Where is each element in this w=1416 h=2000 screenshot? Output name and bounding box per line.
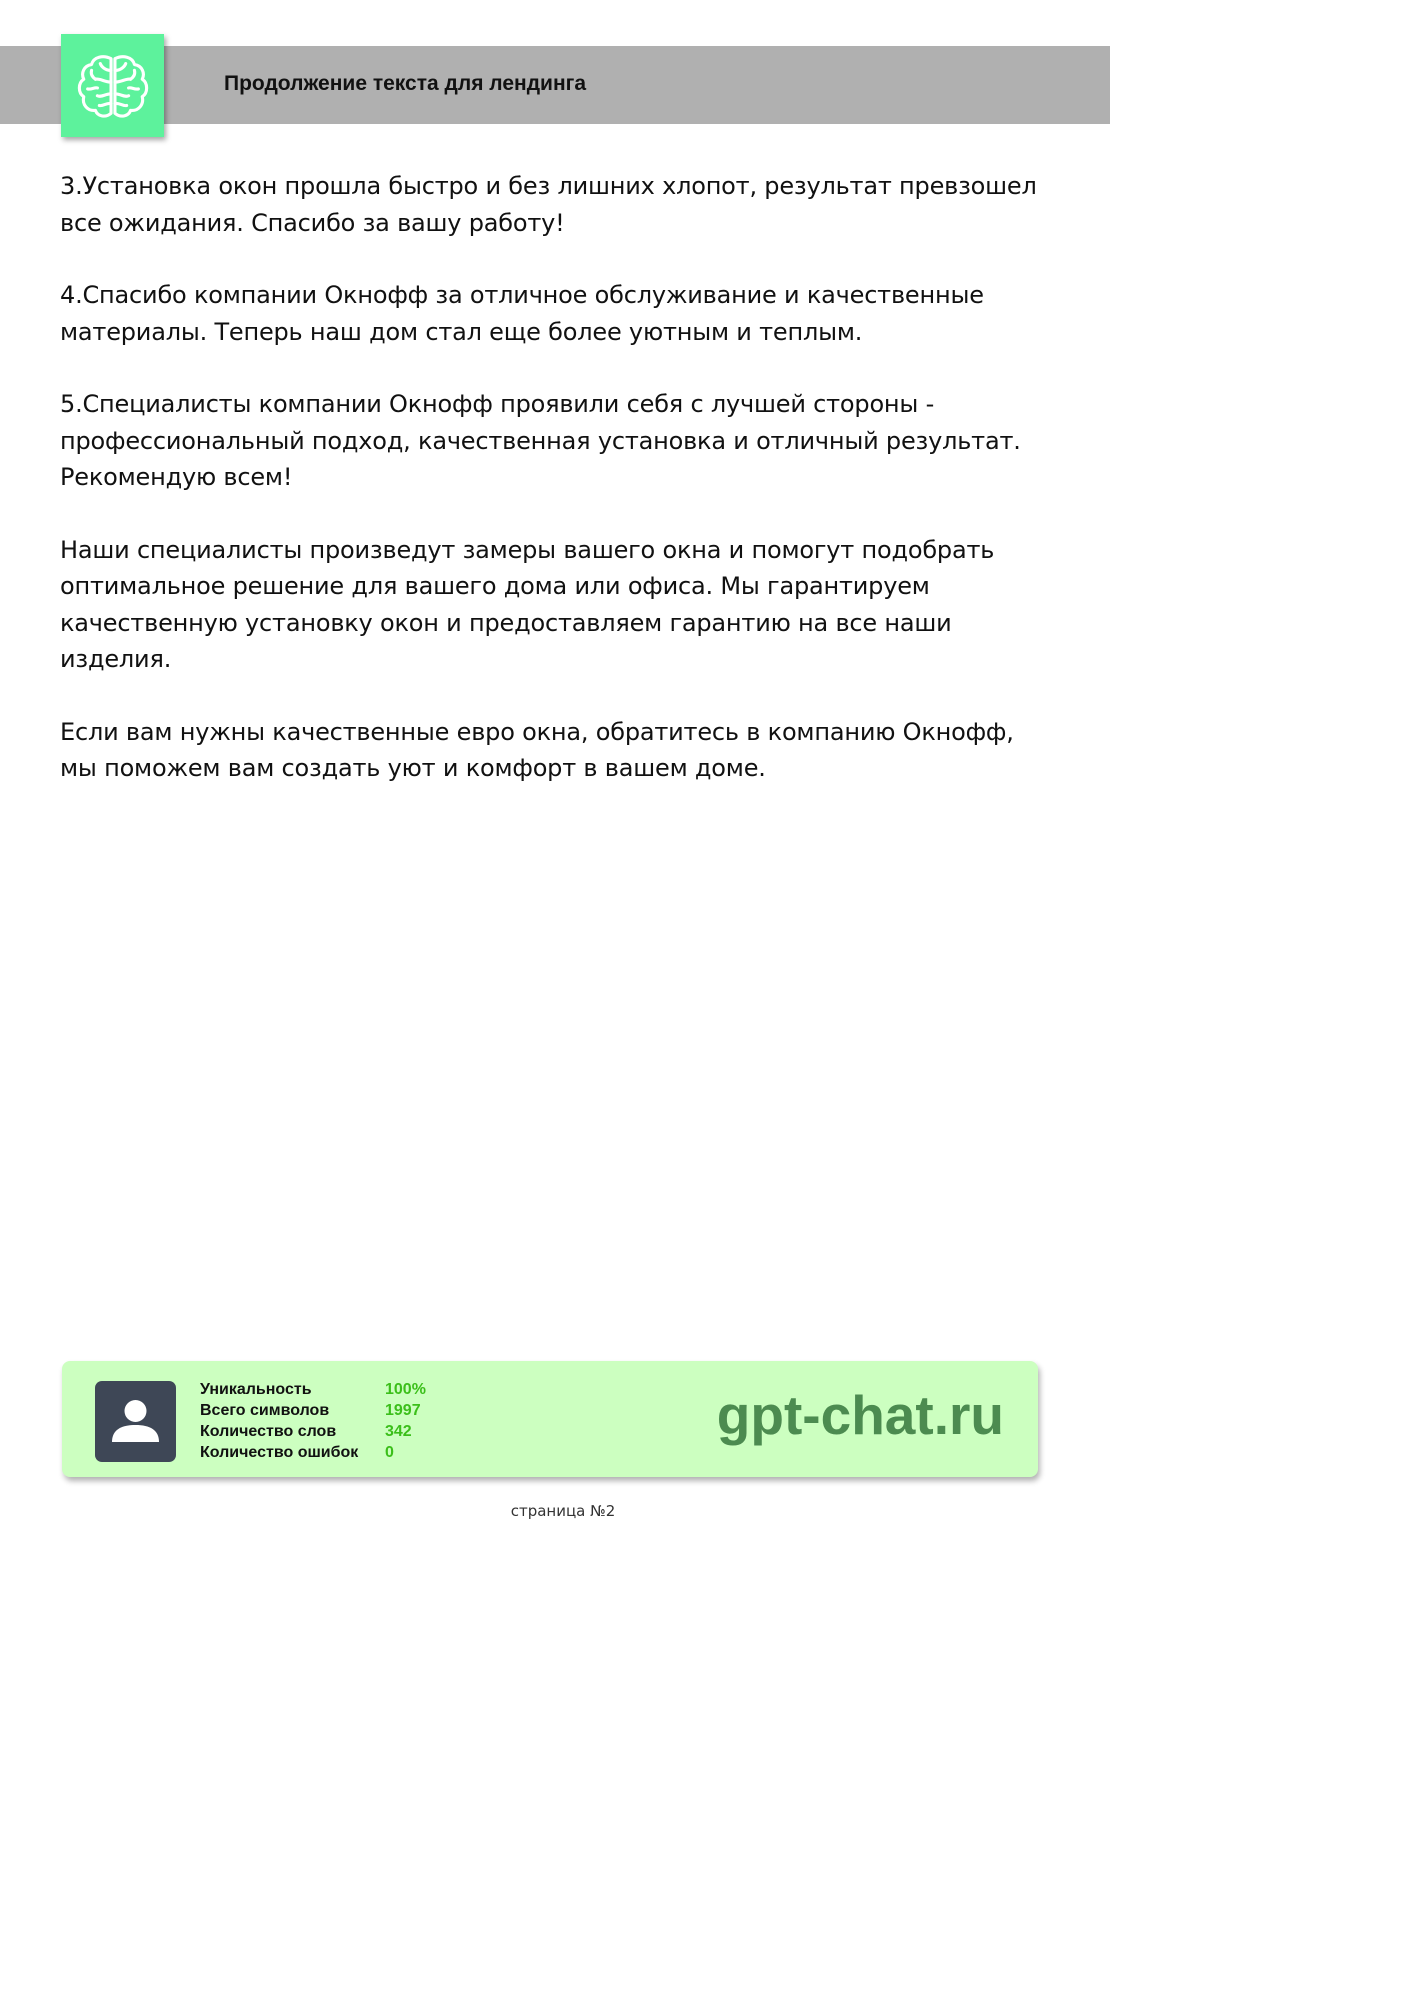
stat-row-words (200, 1421, 426, 1442)
paragraph-review-3: 3.Установка окон прошла быстро и без лишних хлопот, результат превзошел все ожидания. Спасибо за вашу работу! (60, 172, 1037, 237)
stat-row-characters (200, 1400, 426, 1421)
logo (61, 34, 164, 137)
stat-row-errors (200, 1442, 426, 1463)
stat-label: Количество ошибок (200, 1444, 359, 1461)
stat-row-uniqueness (200, 1379, 426, 1400)
stat-value: 100% (385, 1381, 426, 1398)
brand-link[interactable]: gpt-chat.ru (716, 1384, 1004, 1446)
page-title: Продолжение текста для лендинга (224, 72, 587, 95)
paragraph-review-4: 4.Спасибо компании Окнофф за отличное обслуживание и качественные материалы. Теперь наш дом стал еще более уютным и теплым. (60, 281, 984, 346)
user-icon (95, 1381, 176, 1462)
paragraph-review-5: 5.Специалисты компании Окнофф проявили себя с лучшей стороны - профессиональный подход, качественная установка и отличный результат. Рекомендую всем! (60, 390, 1021, 491)
paragraph-services: Наши специалисты произведут замеры вашего окна и помогут подобрать оптимальное решение для вашего дома или офиса. Мы гарантируем качественную установку окон и предоставляем гарантию на все наши изделия. (60, 535, 995, 673)
avatar (95, 1381, 176, 1462)
brain-icon (74, 47, 152, 125)
stat-label: Всего символов (200, 1402, 330, 1419)
content-body (60, 168, 1050, 823)
stats-panel (62, 1361, 1038, 1477)
paragraph-call-to-action: Если вам нужны качественные евро окна, обратитесь в компанию Окнофф, мы поможем вам создать уют и комфорт в вашем доме. (60, 717, 1014, 782)
stats-table (200, 1379, 426, 1463)
stat-value: 1997 (385, 1402, 421, 1419)
stat-label: Уникальность (200, 1381, 312, 1398)
stat-label: Количество слов (200, 1423, 337, 1440)
stat-value: 342 (385, 1423, 412, 1440)
stat-value: 0 (385, 1444, 394, 1461)
page-number: страница №2 (510, 1502, 616, 1520)
